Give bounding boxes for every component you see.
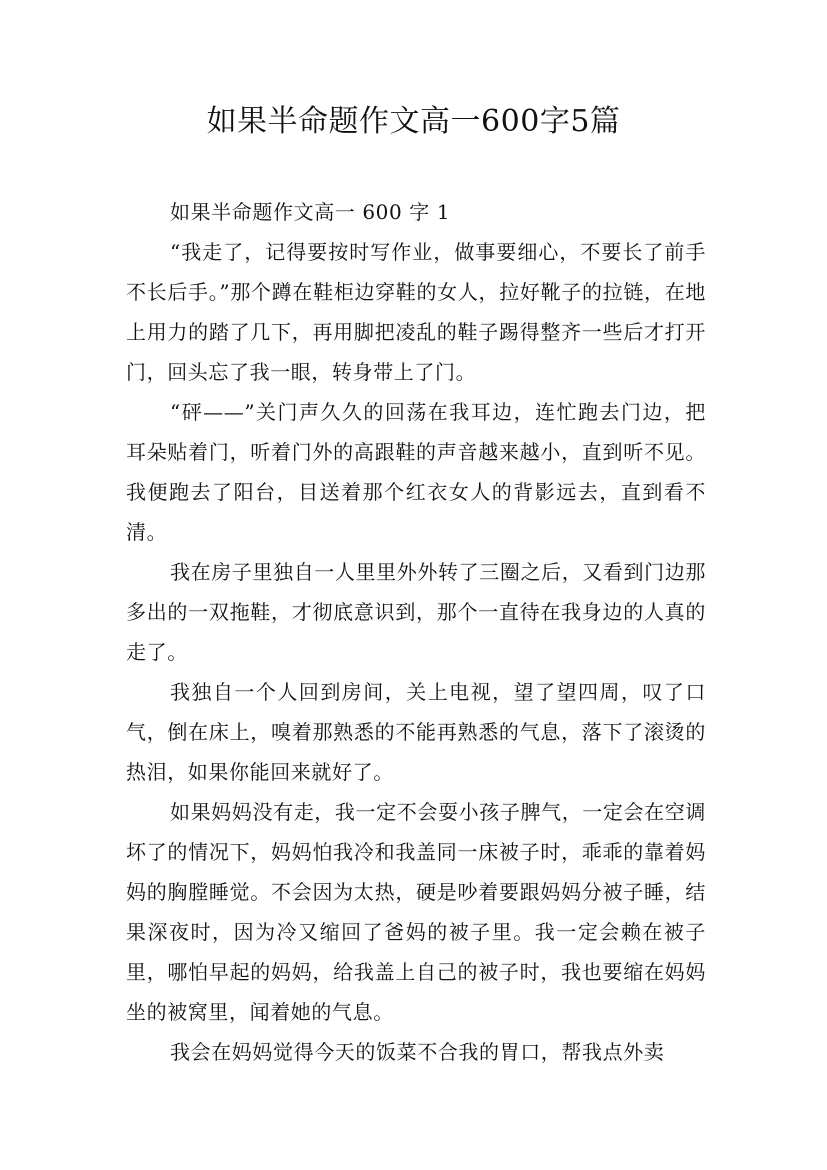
paragraph: “我走了，记得要按时写作业，做事要细心，不要长了前手不长后手。”那个蹲在鞋柜边穿鞋的女人，拉好靴子的拉链，在地上用力的踏了几下，再用脚把凌乱的鞋子踢得整齐一些后才打开门，回头忘了我一眼，转身带上了门。 [126,240,706,384]
section-heading: 如果半命题作文高一 600 字 1 [170,200,451,224]
paragraph: “砰——”关门声久久的回荡在我耳边，连忙跑去门边，把耳朵贴着门，听着门外的高跟鞋的声音越来越小，直到听不见。我便跑去了阳台，目送着那个红衣女人的背影远去，直到看不清。 [126,400,706,544]
paragraph: 如果妈妈没有走，我一定不会耍小孩子脾气，一定会在空调坏了的情况下，妈妈怕我冷和我盖同一床被子时，乖乖的靠着妈妈的胸膛睡觉。不会因为太热，硬是吵着要跟妈妈分被子睡，结果深夜时，因为冷又缩回了爸妈的被子里。我一定会赖在被子里，哪怕早起的妈妈，给我盖上自己的被子时，我也要缩在妈妈坐的被窝里，闻着她的气息。 [126,800,706,1024]
paragraph: 我独自一个人回到房间，关上电视，望了望四周，叹了口气，倒在床上，嗅着那熟悉的不能再熟悉的气息，落下了滚烫的热泪，如果你能回来就好了。 [126,680,706,784]
paragraph: 我在房子里独自一人里里外外转了三圈之后，又看到门边那多出的一双拖鞋，才彻底意识到，那个一直待在我身边的人真的走了。 [126,560,706,664]
paragraph: 我会在妈妈觉得今天的饭菜不合我的胃口，帮我点外卖 [170,1040,665,1064]
document-title: 如果半命题作文高一600字5篇 [206,104,621,139]
document-body [126,192,706,1072]
